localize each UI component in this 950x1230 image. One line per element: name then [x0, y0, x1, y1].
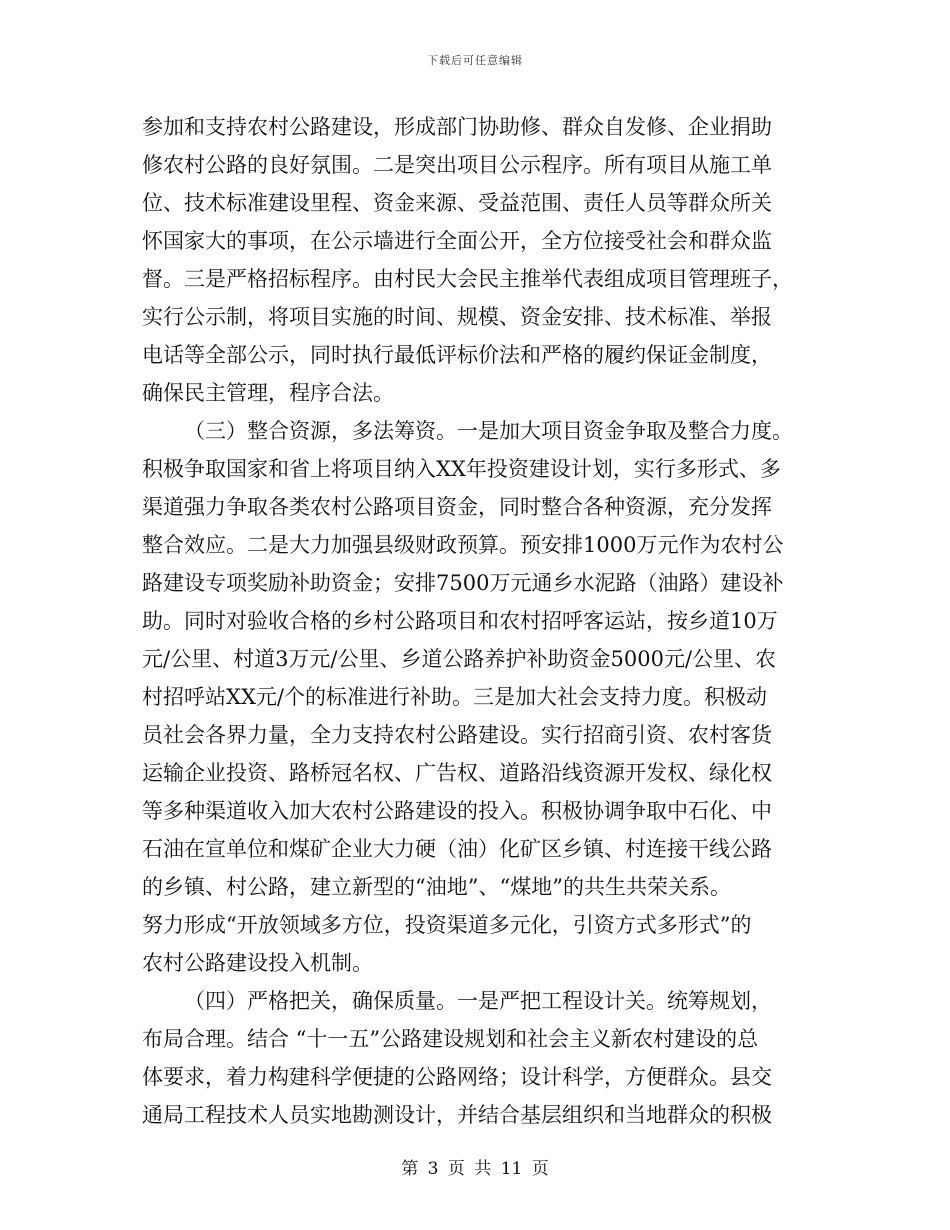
- text-line: 努力形成“开放领域多方位，投资渠道多元化，引资方式多形式”的: [142, 913, 752, 937]
- text-line: 电话等全部公示，同时执行最低评标价法和严格的履约保证金制度，: [142, 343, 772, 367]
- text-line: 布局合理。结合 “十一五”公路建设规划和社会主义新农村建设的总: [142, 1027, 759, 1051]
- text-line: 实行公示制，将项目实施的时间、规模、资金安排、技术标准、举报: [142, 305, 772, 329]
- text-line: 确保民主管理，程序合法。: [142, 381, 394, 405]
- text-line: 元/公里、村道3万元/公里、乡道公路养护补助资金5000元/公里、农: [142, 647, 777, 671]
- text-line: 修农村公路的良好氛围。二是突出项目公示程序。所有项目从施工单: [142, 153, 772, 177]
- text-line: 通局工程技术人员实地勘测设计，并结合基层组织和当地群众的积极: [142, 1103, 772, 1127]
- text-line: 积极争取国家和省上将项目纳入XX年投资建设计划，实行多形式、多: [142, 457, 781, 481]
- text-line: 运输企业投资、路桥冠名权、广告权、道路沿线资源开发权、绿化权: [142, 761, 772, 785]
- text-line: 助。同时对验收合格的乡村公路项目和农村招呼客运站，按乡道10万: [142, 609, 778, 633]
- text-line: 石油在宣单位和煤矿企业大力硬（油）化矿区乡镇、村连接干线公路: [142, 837, 772, 861]
- page-footer: 第 3 页 共 11 页: [401, 1159, 549, 1179]
- text-line: 等多种渠道收入加大农村公路建设的投入。积极协调争取中石化、中: [142, 799, 772, 823]
- text-line: 位、技术标准建设里程、资金来源、受益范围、责任人员等群众所关: [142, 191, 772, 215]
- text-line: 体要求，着力构建科学便捷的公路网络；设计科学，方便群众。县交: [142, 1065, 772, 1089]
- text-line: 渠道强力争取各类农村公路项目资金，同时整合各种资源，充分发挥: [142, 495, 772, 519]
- text-line: 整合效应。二是大力加强县级财政预算。预安排1000万元作为农村公: [142, 533, 784, 557]
- text-line: 村招呼站XX元/个的标准进行补助。三是加大社会支持力度。积极动: [142, 685, 767, 709]
- document-body: [142, 108, 822, 1134]
- page-header: 下载后可任意编辑: [427, 54, 523, 67]
- text-line: 督。三是严格招标程序。由村民大会民主推举代表组成项目管理班子，: [142, 267, 793, 291]
- text-line: 农村公路建设投入机制。: [142, 951, 373, 975]
- section-heading-line: （三）整合资源，多法筹资。一是加大项目资金争取及整合力度。: [184, 419, 793, 443]
- text-line: 参加和支持农村公路建设，形成部门协助修、群众自发修、企业捐助: [142, 115, 772, 139]
- text-line: 怀国家大的事项，在公示墙进行全面公开，全方位接受社会和群众监: [142, 229, 772, 253]
- text-line: 路建设专项奖励补助资金；安排7500万元通乡水泥路（油路）建设补: [142, 571, 784, 595]
- text-line: 员社会各界力量，全力支持农村公路建设。实行招商引资、农村客货: [142, 723, 772, 747]
- text-line: 的乡镇、村公路，建立新型的“油地”、“煤地”的共生共荣关系。: [142, 875, 731, 899]
- section-heading-line: （四）严格把关，确保质量。一是严把工程设计关。统筹规划，: [184, 989, 772, 1013]
